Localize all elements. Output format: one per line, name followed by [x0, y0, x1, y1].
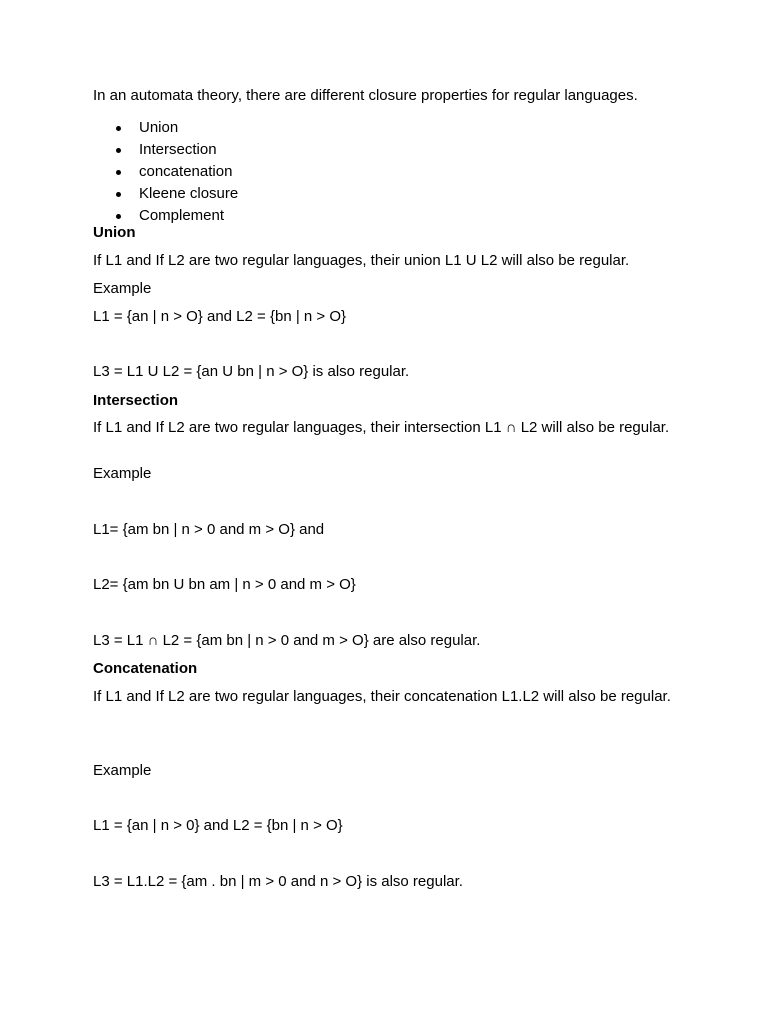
- union-example-line-2: L3 = L1 U L2 = {an U bn | n > O} is also regular.: [93, 363, 410, 380]
- list-item: [93, 141, 238, 163]
- list-item-label: Kleene closure: [139, 185, 239, 202]
- intersection-example-label: Example: [93, 465, 152, 482]
- list-item: [93, 185, 238, 207]
- bullet-icon: [116, 192, 121, 197]
- intersection-example-line-3: L3 = L1 ∩ L2 = {am bn | n > 0 and m > O} are also regular.: [93, 632, 481, 649]
- closure-properties-list: [93, 119, 238, 229]
- concatenation-heading: Concatenation: [93, 660, 198, 677]
- intersection-example-line-1: L1= {am bn | n > 0 and m > O} and: [93, 521, 325, 538]
- list-item: [93, 163, 238, 185]
- concatenation-example-label: Example: [93, 762, 152, 779]
- bullet-icon: [116, 170, 121, 175]
- union-example-label: Example: [93, 280, 152, 297]
- bullet-icon: [116, 214, 121, 219]
- list-item: [93, 119, 238, 141]
- bullet-icon: [116, 148, 121, 153]
- intro-paragraph: In an automata theory, there are different closure properties for regular languages.: [93, 87, 638, 104]
- concatenation-example-line-1: L1 = {an | n > 0} and L2 = {bn | n > O}: [93, 817, 343, 834]
- intersection-heading: Intersection: [93, 392, 179, 409]
- concatenation-example-line-2: L3 = L1.L2 = {am . bn | m > 0 and n > O} is also regular.: [93, 873, 463, 890]
- union-description: If L1 and If L2 are two regular languages, their union L1 U L2 will also be regular.: [93, 252, 630, 269]
- concatenation-description: If L1 and If L2 are two regular languages, their concatenation L1.L2 will also be regular.: [93, 688, 671, 705]
- intersection-description: If L1 and If L2 are two regular languages, their intersection L1 ∩ L2 will also be regular.: [93, 419, 670, 436]
- intersection-example-line-2: L2= {am bn U bn am | n > 0 and m > O}: [93, 576, 356, 593]
- union-heading: Union: [93, 224, 136, 241]
- list-item-label: Union: [139, 119, 179, 136]
- list-item-label: Intersection: [139, 141, 217, 158]
- list-item-label: concatenation: [139, 163, 233, 180]
- list-item-label: Complement: [139, 207, 225, 224]
- bullet-icon: [116, 126, 121, 131]
- union-example-line-1: L1 = {an | n > O} and L2 = {bn | n > O}: [93, 308, 347, 325]
